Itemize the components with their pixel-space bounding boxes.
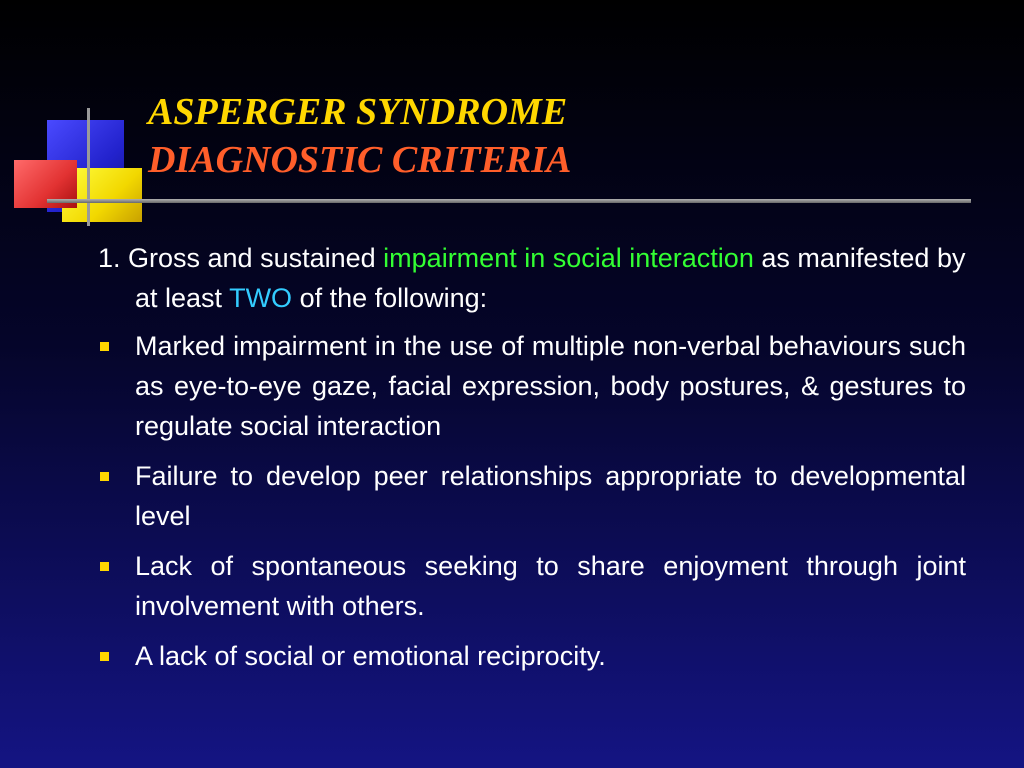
title-line-1: ASPERGER SYNDROME [148, 91, 568, 133]
list-item-text: Lack of spontaneous seeking to share enjoyment through joint involvement with others. [135, 551, 966, 621]
list-item-text: Marked impairment in the use of multiple non-verbal behaviours such as eye-to-eye gaze, facial expression, body postures, & gestures to regulate social interaction [135, 331, 966, 441]
intro-text-1: 1. Gross and sustained [98, 243, 384, 273]
title-divider-line [47, 199, 971, 203]
list-item-text: Failure to develop peer relationships appropriate to developmental level [135, 461, 966, 531]
bullet-square-icon [100, 342, 109, 351]
intro-text-2: as manifested by at least [135, 243, 966, 313]
list-item [98, 546, 966, 626]
logo-vertical-line [87, 108, 90, 226]
intro-highlight-two: TWO [229, 283, 293, 313]
intro-highlight-impairment: impairment in social interaction [383, 243, 754, 273]
bullet-square-icon [100, 472, 109, 481]
bullet-square-icon [100, 562, 109, 571]
list-item [98, 636, 966, 676]
list-item [98, 326, 966, 446]
slide-title [148, 88, 571, 184]
criteria-list [98, 326, 966, 676]
intro-paragraph [98, 238, 966, 318]
list-item [98, 456, 966, 536]
bullet-square-icon [100, 652, 109, 661]
intro-text-3: of the following: [292, 283, 488, 313]
list-item-text: A lack of social or emotional reciprocity. [135, 641, 606, 671]
slide-body [98, 238, 966, 686]
title-line-2: DIAGNOSTIC CRITERIA [148, 139, 572, 181]
